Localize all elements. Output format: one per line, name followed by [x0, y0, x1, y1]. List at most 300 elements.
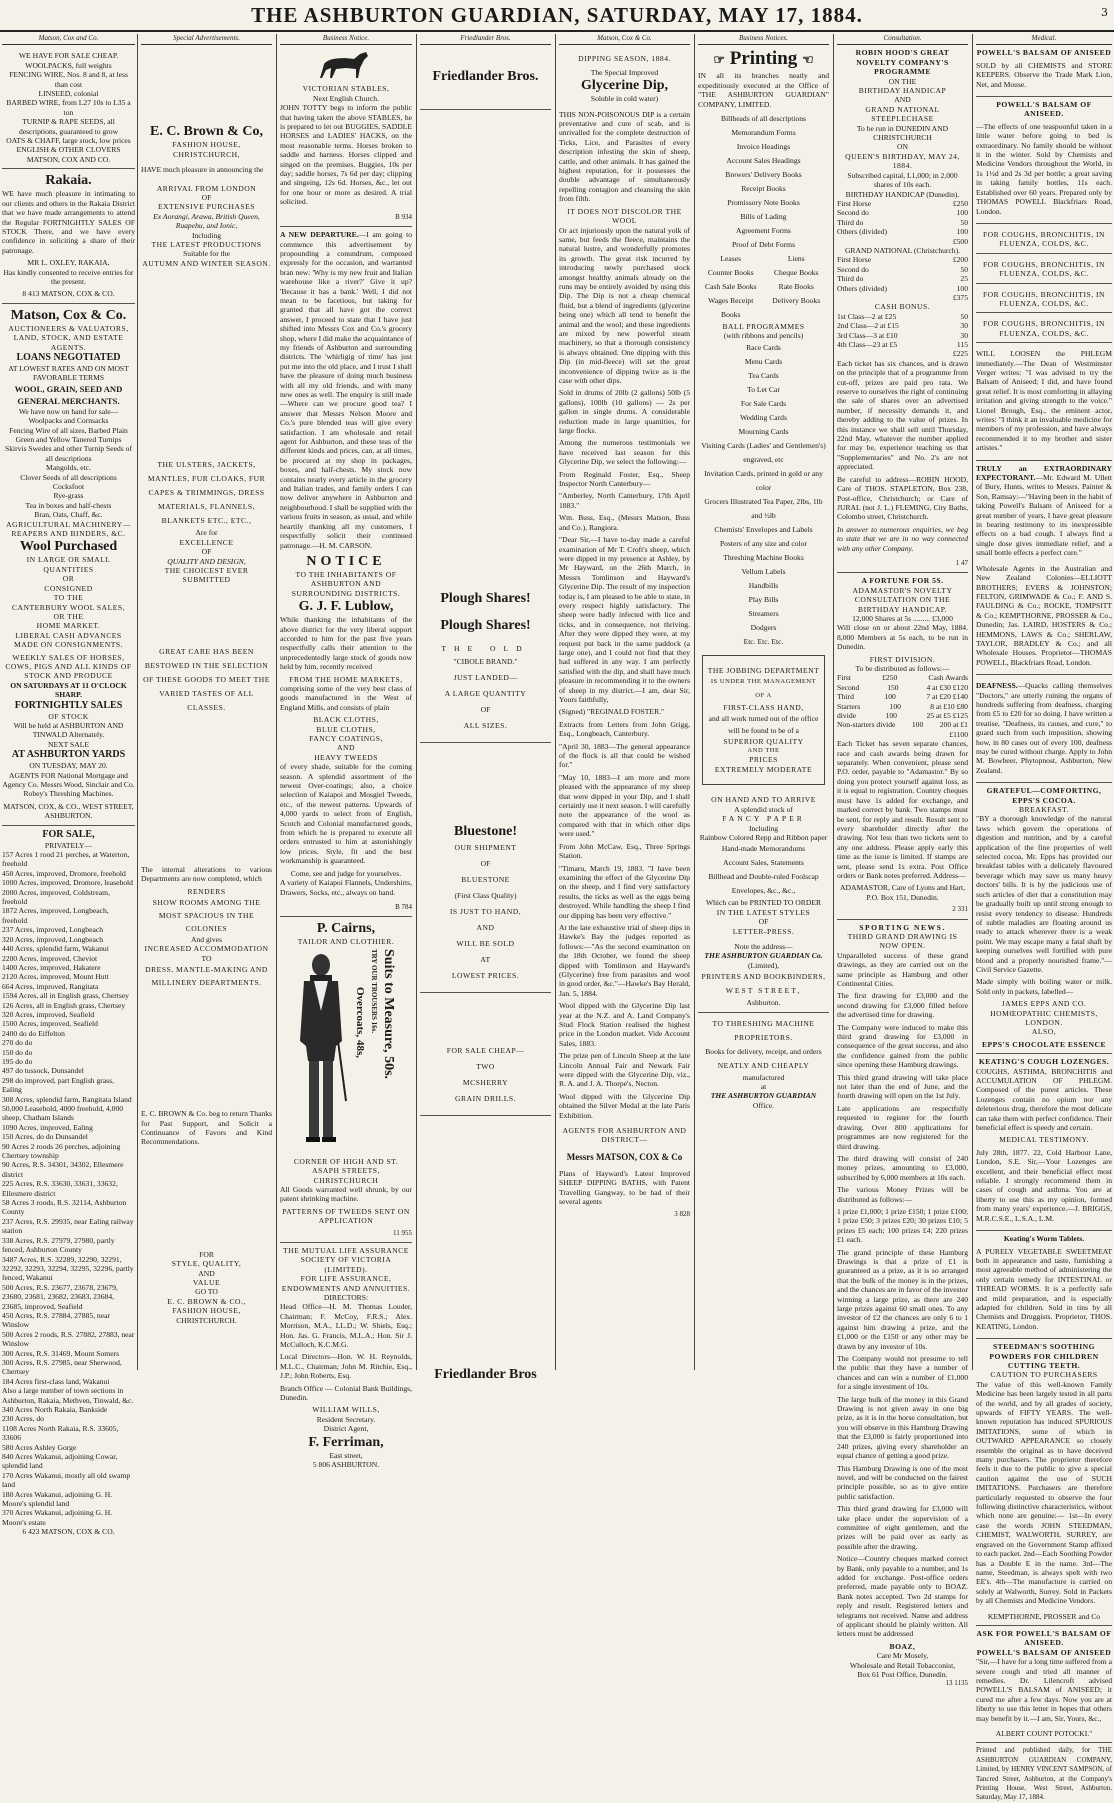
- land-item: 340 Acres North Rakaia, Bankside: [2, 1405, 108, 1414]
- ad-subtitle: ADAMASTOR'S NOVELTY CONSULTATION ON THE BIRTHDAY HANDICAP.: [852, 585, 953, 614]
- ad-line: OF: [480, 704, 491, 714]
- ad-line: THE CHOICEST EVER SUBMITTED: [164, 565, 249, 585]
- printing-item: Account Sales Headings: [726, 156, 801, 166]
- jobbing-box: [702, 655, 825, 785]
- printing-item: Menu Cards: [744, 356, 783, 366]
- prize-cell: divide: [837, 711, 856, 721]
- ad-line: (First Class Quality): [454, 890, 517, 900]
- ad-line: AND: [198, 1268, 215, 1278]
- stock-item: Clover Seeds of all descriptions: [20, 472, 117, 482]
- ad-line: TO THE: [53, 593, 84, 603]
- stock-item: Rye-grass: [53, 491, 84, 501]
- prize-table: [837, 255, 968, 293]
- prize-cell: First Horse: [837, 198, 871, 208]
- ad-line: IS UNDER THE MANAGEMENT OF A: [710, 678, 817, 700]
- printing-item: Visiting Cards (Ladies' and Gentlemen's): [701, 440, 826, 450]
- printing-item: Leases: [720, 254, 742, 264]
- ad-line: District Agent,: [323, 1424, 369, 1434]
- prize-cell: 150: [887, 682, 899, 692]
- land-item: 150 Acres, do do Dunsandel: [2, 1132, 88, 1142]
- ad-subtitle: TO THE INHABITANTS OF ASHBURTON AND SURROUNDING DISTRICTS.: [291, 569, 401, 598]
- prize-cell: 100: [956, 208, 968, 218]
- prize-cell: 1st Class—2 at £25: [837, 311, 897, 321]
- ad-signature: KEMPTHORNE, PROSSER and Co: [976, 1609, 1112, 1626]
- ad-line: Including: [748, 823, 779, 833]
- ad-text: The prize pen of Lincoln Sheep at the late Lincoln Annual Fair and Newark Fair were dipped with the Glycerine Dip, viz., R. A. and J. A. Thorpe's, Necton.: [559, 1051, 690, 1089]
- ad-line: ARRIVAL FROM LONDON: [156, 183, 257, 193]
- ad-text: HAVE much pleasure in announcing the: [141, 165, 264, 175]
- printing-item: Streamers: [748, 608, 779, 618]
- prize-cell: Third: [837, 692, 854, 702]
- ad-text: comprising some of the very best class of goods manufactured in the West of England Mills, and consists of plain: [280, 683, 412, 712]
- ad-heading: FOR SALE,: [42, 828, 95, 840]
- ad-title: ASK FOR POWELL'S BALSAM OF ANISEED.: [976, 1628, 1112, 1648]
- prize-cell: 4 at £30 £120: [926, 682, 968, 692]
- firm-name: Messrs MATSON, COX & Co: [566, 1151, 683, 1162]
- newspaper-title: THE ASHBURTON GUARDIAN, SATURDAY, MAY 17, 1884.: [251, 3, 863, 27]
- prize-cell: £250: [952, 198, 968, 208]
- land-item: 450 Acres, R.S. 27884, 27885, near Winslow: [2, 1310, 110, 1330]
- land-item: 58 Acres 3 roods, R.S. 32114, Ashburton County: [2, 1198, 127, 1217]
- prize-cell: 100: [956, 283, 968, 293]
- ad-line: FOR SALE CHEAP—: [446, 1045, 525, 1055]
- column-divider: [694, 34, 695, 1370]
- ad-signature: 6 423 MATSON, COX & CO.: [22, 1527, 115, 1537]
- prize-row: [837, 312, 968, 321]
- ad-text: In answer to numerous enquiries, we beg to state that we are in no way connected with any other Company.: [837, 524, 968, 553]
- ad-line: OUR SHIPMENT: [454, 842, 517, 852]
- ad-text: While thanking the inhabitants of the above district for the very liberal support accorded to him for the past five years respectfully calls their attention to the unprecedentedly large stock of goods now held by him, recently received: [280, 615, 412, 672]
- land-item: 664 Acres, improved, Rangitata: [2, 981, 99, 991]
- ad-line: ON HAND AND TO ARRIVE: [711, 795, 816, 805]
- ad-line: IN LARGE OR SMALL QUANTITIES: [26, 555, 111, 574]
- ad-line: FOR: [199, 1249, 214, 1259]
- column-heading: Consultation.: [837, 34, 968, 45]
- ad-text: WILL LOOSEN the PHLEGM immediately.—The Dean of Westminster Verger writes: "I was advised to try the Balsam of Aniseed; I did, and have found great relief. It is most comforting in allaying irritation and giving strength to the voice." Lionel Brough, Esq., the eminent actor, writes: "I think it an invaluable medicine for members of my profession, and have always recommended it to my brother and sister artistes.": [976, 349, 1112, 453]
- prize-cell: First Horse: [837, 255, 871, 265]
- ad-heading: WOOL, GRAIN, SEED AND GENERAL MERCHANTS.: [14, 383, 123, 406]
- ad-subtitle: CHRISTCHURCH,: [172, 149, 241, 159]
- ad-text: Head Office—H. M. Thomas Louder, Chairman; F. McCoy, F.R.S.; Alex. Morrison, M.A., LL.D.; W. Shiels, Esq.; Hon. Jas. G. Francis, M.L.A.; Hon. Sir J. McCulloch, K.C.M.G.: [280, 1302, 412, 1350]
- firm-name: E. C. Brown & Co,: [150, 124, 263, 140]
- ad-text: Or act injuriously upon the natural yolk of same, but feeds the fleece, maintains the natural lustre, and wonderfully promotes its growth. The great risk incurred by introducing newly purchased stock amongst healthy animals already on the runs may be entirely avoided by using this Dip. The Dip is not a cheap chemical fluid, but a blend of ingredients (glycerine being one) which all tend to benefit the animal and the wool; and these ingredients are mixed by new powerful steam machinery, so that a thorough consistency is always obtained. One dipping with this Dip (in mid-fleece) will set the great inconvenience of dipping twice as is the case with other dips.: [559, 225, 690, 385]
- column-divider: [833, 34, 834, 1370]
- ad-text: July 28th, 1877. 22, Cold Harbour Lane, London, S.E. Sir,—Your Lozenges are excellent, and their beneficial effect most reliable. I strongly recommend them in cases of cough and asthma. You are at liberty to use this as my opinion, formed from many years' experience.—J. BRIGGS, M.R.C.S.E., L.S.A., L.M.: [976, 1147, 1112, 1223]
- prize-row: [837, 255, 968, 264]
- ad-line: AND: [894, 95, 911, 105]
- printing-item: Proof of Debt Forms: [731, 240, 796, 250]
- land-item: 1000 Acres, improved, Dromore, leasehold: [2, 878, 133, 888]
- printing-item: Handbills: [748, 580, 779, 590]
- land-item: 308 Acres, splendid farm, Rangitata Island: [2, 1094, 132, 1104]
- ad-subtitle: AT LOWEST RATES AND ON MOST FAVORABLE TERMS: [8, 363, 129, 383]
- ad-line: Subscribed capital, L1,000; in 2,000 shares of 10s each.: [847, 170, 958, 190]
- ad-line: OF: [201, 193, 212, 203]
- prize-cell: 100: [956, 227, 968, 237]
- printing-item: Counter Books: [707, 268, 754, 278]
- ad-line: TO: [201, 953, 212, 963]
- ad-line: DIRECTORS:: [323, 1293, 369, 1302]
- ad-subtitle: FOR LIFE ASSURANCE, ENDOWMENTS AND ANNUITIES.: [281, 1274, 411, 1293]
- ad-line: QUALITY AND DESIGN,: [167, 556, 246, 566]
- land-item: 225 Acres, R.S. 33630, 33631, 33632, Ellesmere district: [2, 1179, 118, 1198]
- ad-subtitle: FASHION HOUSE,: [172, 140, 241, 150]
- ad-title: THE MUTUAL LIFE ASSURANCE SOCIETY OF VICTORIA (LIMITED).: [283, 1245, 409, 1274]
- ad-line: Suitable for the: [183, 249, 230, 259]
- ad-title: Plough Shares!: [440, 591, 531, 607]
- ad-text: Wholesale Agents in the Australian and New Zealand Colonies—ELLIOTT BROTHERS; EVERS & JOHNSTON; FELTON, GRIMWADE & Co.; F. AND S. FAULDING & Co.; ROCKE, TOMPSITT & Co.; KEMPTHORNE, PROSSER & Co., Dunedin; Jas. LAIRD, HOSTERS & Co.; HEMMONS, LAWS & Co.; SHERLAW, TAYLOR, BRADLEY & Co.; and all Wholesale Houses. Proprietor—THOMAS POWELL, Blackfriars Road, London.: [976, 563, 1112, 667]
- printing-item: Tea Cards: [748, 370, 779, 380]
- prize-cell: Others (divided): [837, 227, 887, 237]
- prize-total: £500: [952, 236, 968, 246]
- ad-title: POWELL'S BALSAM OF ANISEED.: [996, 100, 1092, 119]
- advertisement: [2, 48, 135, 169]
- ad-line: AUTUMN AND WINTER SEASON.: [142, 258, 271, 268]
- column-1: [2, 34, 135, 1537]
- land-item: 1400 Acres, improved, Hakatere: [2, 962, 101, 972]
- ad-title: STEEDMAN'S SOOTHING POWDERS FOR CHILDREN CUTTING TEETH.: [989, 1342, 1099, 1370]
- printing-item: Posters of any size and color: [719, 538, 808, 548]
- prize-cell: 30: [960, 330, 968, 340]
- stock-item: Tea in boxes and half-chests: [25, 500, 112, 510]
- ad-text: The Company would not presume to tell the public that they have a number of chances and can win a number of £1,000 for a single investment of 10s.: [837, 1354, 968, 1392]
- ad-code: 11 955: [280, 1226, 412, 1243]
- ad-line: And gives: [190, 934, 222, 944]
- page-number: 3: [1101, 6, 1108, 19]
- ad-line: THE OLD: [441, 644, 530, 654]
- ad-line: To be distributed as follows:—: [855, 664, 950, 673]
- printing-item: Hand-made Memorandums: [721, 844, 806, 854]
- ad-text: —Quacks calling themselves "Doctors," are utterly ruining the organs of hundreds suffering from deafness, charging from £5 to £20 for so doing. I have written a treatise, "Deafness, its causes, and cure," to guard such from such imposition, showing how, in 80 cases out of every 100, deafness may be cured without charge. Apply to John M. Bowbeer, Phytopnost, Ashburton, New Zealand.: [976, 681, 1112, 775]
- ad-line: OATS & CHAFF, large stock, low prices: [6, 136, 131, 146]
- ad-text: Late applications are respectfully requested to register for the fourth drawing. Over 800 applications for programmes are now registered for the third drawing.: [837, 1103, 968, 1151]
- cloth-item: FANCY COATINGS,: [309, 734, 383, 743]
- ad-text: This third grand drawing will take place not later than the end of June, and the fourth drawing will open on the 1st July.: [837, 1072, 968, 1101]
- land-item: 237 Acres, improved, Longbeach: [2, 925, 104, 935]
- land-item: 2000 Acres, improved, Coldstream, freehold: [2, 887, 110, 907]
- ad-line: IT DOES NOT DISCOLOR THE WOOL: [567, 206, 682, 226]
- wool-terms: [2, 555, 135, 649]
- ad-title: A FORTUNE FOR 5S.: [861, 576, 944, 586]
- ad-title: Glycerine Dip,: [580, 78, 669, 94]
- ad-text: Local Directors—Hon. W. H. Reynolds, M.L.C., Chairman; John M. Ritchie, Esq., J.P.; John Roberts, Esq.: [280, 1352, 412, 1381]
- prize-row: [837, 208, 968, 217]
- stock-list: [2, 407, 135, 520]
- ad-line: Note the address—: [734, 941, 793, 951]
- ad-line: Ex Aorangi, Arawa, British Queen, Ruapehu, and Ionic,: [153, 211, 260, 231]
- printing-item: Wedding Cards: [740, 412, 787, 422]
- ad-line: PRICES: [749, 755, 778, 765]
- ad-line: JUST LANDED—: [453, 672, 518, 682]
- land-item: 1872 Acres, improved, Longbeach, freehold: [2, 906, 109, 925]
- ad-title: TRULY an EXTRAORDINARY EXPECTORANT.: [976, 463, 1112, 483]
- ad-title: DEAFNESS.: [976, 681, 1018, 691]
- ad-text: Extracts from Letters from John Grigg, Esq., Longbeach, Canterbury.: [559, 719, 690, 739]
- land-item: 237 Acres, R.S. 29935, near Ealing railway station: [2, 1216, 134, 1236]
- prize-cell: £250: [882, 673, 898, 683]
- stock-item: Mangolds, etc.: [46, 463, 91, 473]
- prize-cell: 25: [960, 274, 968, 284]
- ad-line: LETTER-PRESS.: [732, 926, 795, 936]
- ad-line: Come, see and judge for yourselves.: [290, 868, 402, 878]
- land-item: 497 do tussock, Dunsandel: [2, 1066, 84, 1076]
- ad-line: CORNER OF HIGH AND ST. ASAPH STREETS,: [293, 1156, 399, 1176]
- ad-line: SHOW ROOMS AMONG THE MOST SPACIOUS IN THE COLONIES: [152, 897, 261, 933]
- ad-text: Plans of Hayward's Latest Improved SHEEP DIPPING BATHS, with Patent Travelling Gangway, to be had of their several agents: [559, 1168, 690, 1207]
- ad-line: IS JUST TO HAND,: [449, 906, 522, 916]
- ad-line: FROM THE HOME MARKETS,: [289, 674, 403, 684]
- ad-text: 1 prize £1,000; 1 prize £150; 1 prize £100; 1 prize £50; 3 prizes £20; 30 prizes £10; 5 prizes £5 each; 100 prizes £4; 220 prizes £1 each.: [837, 1206, 968, 1245]
- printing-item: Cheque Books: [773, 268, 819, 278]
- column-divider: [137, 34, 138, 1370]
- column-divider: [276, 34, 277, 1370]
- ad-line: EXTENSIVE PURCHASES: [157, 202, 256, 212]
- ad-signature: Wholesale and Retail Tobacconist,: [849, 1660, 956, 1670]
- ad-code: B 934: [280, 210, 412, 227]
- ad-line: DIPPING SEASON, 1884.: [578, 54, 671, 64]
- ad-text: The various Money Prizes will be distributed as follows:—: [837, 1185, 968, 1204]
- printing-pair: [698, 252, 829, 266]
- prize-cell: 3rd Class—3 at £10: [837, 330, 898, 340]
- prize-cell: Non-starters divide: [837, 720, 896, 730]
- gentleman-figure: [292, 951, 350, 1151]
- ad-text: E. C. BROWN & Co. beg to return Thanks for Past Support, and Solicit a Continuance of Favors and Kind Recommendations.: [141, 1109, 272, 1147]
- cloth-list: [280, 715, 412, 762]
- land-item: 230 Acres, do: [2, 1414, 44, 1424]
- ad-text: JOHN TOTTY begs to inform the public that having taken the above STABLES, he is prepared to let out BUGGIES, SADDLE HORSES and LADIES' HACKS, on the most reasonable terms. Horses broken to saddle and harness. Horses clipped and singed on the premises. Buggies, 10s per day; saddle horses, 7s 6d per day; clipping and singeing, 12s 6d. Horses, &c., let out for one hour or more as desired. A trial solicited.: [280, 103, 412, 207]
- ad-line: ALSO,: [1031, 1027, 1057, 1037]
- ad-code: 1 47: [837, 556, 968, 573]
- printing-item: Race Cards: [746, 342, 781, 352]
- paper-list: [698, 842, 829, 898]
- ad-code: B 784: [280, 900, 412, 917]
- ad-code: 13 1135: [945, 1679, 968, 1688]
- agents: AGENTS FOR National Mortgage and Agency Co. Messrs Wood, Sinclair and Co. Robey's Threshing Machines.: [2, 770, 135, 799]
- column-4: [420, 34, 551, 1382]
- coughs-list: [976, 227, 1112, 343]
- prize-cell: 100: [884, 692, 896, 702]
- ad-text: All Goods warranted well shrunk, by our patent shrinking machine.: [280, 1184, 412, 1204]
- ad-line: CASH BONUS.: [874, 302, 931, 312]
- ad-line: and all work turned out of the office will be found to be of a: [708, 713, 819, 735]
- ad-text: "May 10, 1883—I am more and more pleased with the appearance of my sheep that were dipped in your Dip, and I shall certainly use it next season. I will carefully note the appearance of the wool as compared with that in which other dips were used.": [559, 772, 690, 839]
- land-item: 298 do improved, part English grass, Ealing: [2, 1075, 114, 1095]
- printing-item: Rate Books: [778, 282, 814, 292]
- land-item: 580 Acres Ashley Gorge: [2, 1442, 77, 1452]
- stock-item: Skirvis Swedes and other Turnip Seeds of all descriptions: [5, 444, 132, 463]
- ad-subtitle: CAUTION TO PURCHASERS: [990, 1370, 1098, 1380]
- ad-line: STYLE, QUALITY,: [171, 1259, 242, 1269]
- ad-line: GRAND NATIONAL STEEPLECHASE: [865, 104, 940, 124]
- land-item: 300 Acres, R.S. 27985, near Sherwood, Chertsey: [2, 1357, 122, 1377]
- printing-item: Play Bills: [748, 594, 779, 604]
- stock-item: Green and Yellow Tanered Turnips: [15, 435, 122, 444]
- ad-line: PATTERNS OF TWEEDS SENT ON APPLICATION: [282, 1206, 410, 1226]
- printing-item: Billheads of all descriptions: [721, 114, 806, 124]
- prize-cell: 115: [956, 340, 968, 349]
- suits-price: Suits to Measure, 50s.: [381, 948, 396, 1079]
- ad-line: (Limited),: [748, 960, 779, 970]
- ad-line: BARBED WIRE, from L27 10s to L35 a ton: [6, 98, 131, 117]
- printing-item: Threshing Machine Books: [723, 552, 804, 562]
- land-item: 2120 Acres, improved, Mount Hutt: [2, 972, 109, 982]
- masthead: [0, 0, 1114, 30]
- column-7: [837, 34, 968, 1688]
- ad-text: The internal alterations to various Departments are now completed, which: [141, 864, 272, 884]
- ad-text: A variety of Kaiapoi Flannels, Undershirts, Drawers, Socks, etc., always on hand.: [280, 878, 412, 897]
- land-item: 184 Acres first-class land, Wakanui: [2, 1376, 110, 1386]
- ad-subtitle: Next English Church.: [312, 93, 379, 103]
- land-item: 195 do do: [2, 1056, 33, 1066]
- land-item: 338 Acres, R.S. 27979, 27980, partly fenced, Ashburton County: [2, 1235, 115, 1255]
- ad-text: "BY a thorough knowledge of the natural laws which govern the operations of digestion and nutrition, and by a careful application of the fine properties of well selected cocoa, Mr. Epps has provided our breakfast tables with a delicately flavoured beverage which may save us many heavy doctors' bills. It is by the judicious use of such articles of diet that a constitution may be gradually built up until strong enough to resist every tendency to disease. Hundreds of subtle maladies are floating around us ready to attack wherever there is a weak point. We may escape many a fatal shaft by keeping ourselves well fortified with pure blood and a properly nourished frame."—Civil Service Gazette.: [976, 814, 1112, 974]
- ad-line: DRESS, MANTLE-MAKING AND MILLINERY DEPARTMENTS.: [145, 965, 268, 988]
- ad-line: AND THE: [747, 747, 780, 755]
- ad-text: This third grand drawing for £3,000 will take place under the supervision of a committee of eight gentlemen, and the prizes will be paid over as early as possible after the drawing.: [837, 1504, 968, 1551]
- ad-line: GRAND NATIONAL (Christchurch).: [844, 245, 961, 255]
- prize-row: [837, 711, 968, 720]
- ad-line: AGENTS FOR ASHBURTON AND DISTRICT—: [562, 1126, 687, 1145]
- ad-line: East street,: [329, 1450, 363, 1460]
- ad-line: BLUESTONE: [461, 874, 510, 884]
- ad-line: MATSON, COX AND CO.: [26, 154, 111, 164]
- land-item: 370 Acres Wakanui, adjoining G. H. Moore's estate: [2, 1508, 113, 1527]
- land-item: 1108 Acres North Rakaia, R.S. 33605, 33606: [2, 1423, 119, 1443]
- ad-line: INCREASED ACCOMMODATION: [144, 944, 269, 954]
- ad-heading: LOANS NEGOTIATED: [16, 351, 121, 363]
- ad-subtitle: OF STOCK: [48, 711, 89, 721]
- land-item: 50,000 Leasehold, 4000 freehold, 4,000 sheep, Chatham Islands: [2, 1104, 124, 1123]
- column-heading: Business Notice.: [280, 34, 412, 45]
- printing-item: Chemists' Envelopes and Labels: [714, 524, 813, 534]
- column-divider: [555, 34, 556, 1370]
- ad-text: Wm. Buss, Esq., (Messrs Matson, Buss and Co.), Rangiora.: [559, 513, 690, 532]
- firm-name: Friedlander Bros.: [420, 48, 551, 110]
- ad-line: VALUE: [192, 1278, 221, 1287]
- prize-row: [837, 692, 968, 701]
- ad-title: POWELL'S BALSAM OF ANISEED: [976, 1647, 1112, 1657]
- printing-item: Account Sales, Statements: [723, 858, 804, 868]
- prize-cell: 50: [960, 264, 968, 274]
- stock-item: Woolpacks and Cornsacks: [28, 416, 109, 426]
- ad-subtitle: BREAKFAST.: [1018, 805, 1070, 815]
- prize-cell: 50: [960, 217, 968, 227]
- printing-item: Agreement Forms: [735, 226, 792, 236]
- printing-item: Invoice Headings: [736, 142, 791, 152]
- cloth-item: BLACK CLOTHS,: [313, 715, 379, 725]
- prize-row: [837, 683, 968, 692]
- prize-cell: 100: [885, 711, 897, 721]
- firm-name: G. J. F. Lublow,: [298, 599, 394, 615]
- prize-row: [837, 274, 968, 283]
- ad-text: "Sir,—I have for a long time suffered from a severe cough and tried all manner of remedies. Dr. Lilencroft advised POWELL'S BALSAM of ANISEED; it cured me after a few days. Now you are at liberty to use this letter in hopes that others may benefit by it.—I am, Sir, Yours, &c.,: [976, 1657, 1112, 1723]
- ad-title: Keating's Worm Tablets.: [1003, 1234, 1085, 1244]
- ad-line: LOWEST PRICES.: [420, 968, 551, 993]
- ad-line: IN THE LATEST STYLES: [716, 907, 811, 917]
- ad-line: GO TO: [195, 1287, 218, 1297]
- overcoats-price: Overcoats, 48s,: [354, 986, 366, 1058]
- stock-item: Fencing Wire of all sizes, Barbed Plain: [9, 425, 128, 435]
- column-heading: Business Notices.: [698, 34, 829, 45]
- ad-text: Notice—Country cheques marked correct by Bank, only payable to a number, and 1s added for exchange. Post-office orders preferred, made payable only to BOAZ. Bank notes accepted. Two 2d stamps for reply and result. Registered letters and telegrams not received. Name and address of applicant should be plainly written. All letters must be addressed: [837, 1554, 968, 1639]
- ad-text: The value of this well-known Family Medicine has been largely tested in all parts of the world, and by all grades of society, upwards of FIFTY YEARS. The well-known reputation has induced SPURIOUS IMITATIONS, some of which in OUTWARD APPEARANCE so closely resemble the original as to have deceived many purchasers. The proprietor therefore feels it due to the public to give a special caution against the use of SUCH IMITATIONS. Purchasers are therefore particularly requested to observe the four following distinctive characteristics, without which none are genuine:— 1st—In every case the words JOHN STEEDMAN, CHEMIST, WALWORTH, SURREY, are engraved on the Government Stamp affixed to each packet. 2nd—Each Soothing Powder has a Double E in the name. 3rd—The name, Steedman, is always spelt with two EE's. 4th—The manufacture is carried on solely at Walworth, Surrey. Sold in Packets by all Chemists and Medicine Vendors.: [976, 1379, 1112, 1606]
- top-rule: [0, 30, 1114, 32]
- printing-item: Invitation Cards, printed in gold or any color: [704, 468, 823, 492]
- ad-line: BIRTHDAY HANDICAP: [858, 86, 947, 96]
- ad-line: "CIBOLE BRAND.": [453, 656, 518, 666]
- ad-heading: FORTNIGHTLY SALES: [14, 699, 123, 711]
- prize-cell: 2nd Class—2 at £15: [837, 321, 899, 331]
- ad-text: COUGHS, ASTHMA, BRONCHITIS and ACCUMULATION OF PHLEGM. Composed of the purest articles. These Lozenges contain no opium nor any deleterious drug, therefore the most delicate can take them with perfect confidence. Their beneficial effect is speedy and certain.: [976, 1066, 1112, 1133]
- prize-row: [837, 340, 968, 349]
- prize-cell: 4th Class—23 at £5: [837, 340, 898, 349]
- ad-text: From John McCaw, Esq., Three Springs Station.: [559, 841, 690, 861]
- imprint: Printed and published daily, for THE ASHBURTON GUARDIAN COMPANY, Limited, by HENRY VINCENT SAMPSON, of Tancred Street, Ashburton, at the Company's Printing House, West Street, Ashburton. Saturday, May 17, 1884.: [976, 1746, 1112, 1802]
- column-2: [141, 34, 272, 1370]
- ad-line: BIRTHDAY HANDICAP (Dunedin).: [845, 189, 960, 199]
- ad-line: FIRST DIVISION.: [869, 654, 936, 664]
- ad-signature: Resident Secretary.: [316, 1414, 376, 1424]
- ad-title: A NEW DEPARTURE.: [280, 230, 359, 240]
- ad-text: Sold in drums of 20lb (2 gallons) 50lb (5 gallons), 100lb (10 gallons) — 2s per gallon in single drums. A considerable reduction made in large quantities, for large flocks.: [559, 388, 690, 436]
- column-heading: Matson, Cox and Co.: [2, 34, 135, 45]
- prize-table: [837, 312, 968, 350]
- ad-subtitle: AUCTIONEERS & VALUATORS, LAND, STOCK, AND ESTATE AGENTS.: [8, 323, 129, 352]
- land-item: 840 Acres Wakanui, adjoining Cowar, splendid land: [2, 1452, 118, 1471]
- printing-item: Etc. Etc. Etc.: [743, 636, 784, 646]
- ad-text: At the late exhaustive trial of sheep dips in Hawke's Bay the judges reported as follows:—"As the second examination on the 18th October, we found the sheep dipped with Tomlinson and Hayward's (Glycerine) free from parasites and wool in good order, &c."—Hawke's Bay Herald, Jan. 5, 1884.: [559, 922, 690, 998]
- ad-line: Rainbow Colored Repp and Ribbon paper: [699, 832, 828, 842]
- printing-items: [698, 341, 829, 649]
- prize-cell: Others (divided): [837, 283, 887, 293]
- ad-line: FANCY PAPER: [722, 814, 805, 824]
- ad-subtitle: Soluble in cold water): [590, 94, 659, 104]
- cloth-item: AND: [337, 743, 355, 753]
- horse-illustration: [316, 48, 376, 82]
- printing-item: Cash Sale Books: [705, 282, 757, 292]
- printing-item: Delivery Books: [772, 296, 821, 306]
- ad-text: From Reginald Foster, Esq., Sheep Inspector North Canterbury—: [559, 469, 690, 489]
- ad-title: EPPS'S CHOCOLATE ESSENCE: [976, 1037, 1112, 1054]
- prize-row: [837, 321, 968, 330]
- ad-line: To be run in DUNEDIN AND CHRISTCHURCH: [856, 123, 949, 143]
- ad-text: A PURELY VEGETABLE SWEETMEAT both in appearance and taste, furnishing a most agreeable method of administering the only certain remedy for INTESTINAL or THREAD WORMS. It is a perfectly safe and mild preparation, and is especially adapted for children. Sold in tins by all Chemists and Druggists. Proprietor, THOS. KEATING, London.: [976, 1246, 1112, 1331]
- prize-total: £225: [952, 349, 968, 359]
- prize-cell: 25 at £5 £125: [926, 711, 968, 721]
- ad-title: GRATEFUL—COMFORTING,: [986, 786, 1102, 796]
- ad-line: CANTERBURY WOOL SALES,: [11, 602, 126, 612]
- ad-title: Matson, Cox & Co.: [10, 307, 127, 323]
- ad-text: WE have much pleasure in intimating to our clients and others in the Rakaia District that we have made arrangements to attend the Regular FORTNIGHTLY SALES OF STOCK There, and we have every confidence in soliciting a share of their patronage.: [2, 189, 135, 255]
- ad-text: Be careful to address—ROBIN HOOD, Care of THOS. STAPLETON, Box 238, Post-office, Christchurch; or Care of JURAL (not J. L.) FLEMING, City Baths, Colombo street, Christchurch.: [837, 474, 968, 522]
- prize-cell: 7 at £20 £140: [926, 692, 968, 702]
- land-item: 1090 Acres, improved, Ealing: [2, 1122, 93, 1132]
- ad-line: CONSIGNED: [44, 583, 93, 593]
- land-item: Also a large number of town sections in Ashburton, Rakaia, Methven, Tinwald, &c.: [2, 1386, 134, 1405]
- ad-text: SOLD by all CHEMISTS and STORE KEEPERS. Observe the Trade Mark Lion, Net, and Mouse.: [976, 60, 1112, 89]
- prize-total: £1100: [949, 729, 968, 739]
- ad-title: POWELL'S BALSAM OF ANISEED: [976, 48, 1112, 58]
- printing-pairs: [698, 252, 829, 322]
- ad-text: of every shade, suitable for the coming season. A splendid assortment of the newest Over-coatings; also, a choice selection of Kaiapoi and Mosgiel Tweeds, etc., of the newest patterns. Upwards of 4,000 yards to select from of English, Scotch and Colonial manufactured goods, from which he is prepared to execute all orders entrusted to him at astonishingly low prices. Style, fit and the best workmanship is guaranteed.: [280, 762, 412, 866]
- ad-line: WE HAVE FOR SALE CHEAP.: [18, 51, 119, 61]
- ad-line: THE ASHBURTON GUARDIAN: [710, 1091, 817, 1101]
- ad-text: "Dear Sir,—I have to-day made a careful examination of Mr T. Croft's sheep, which were dipped in my presence at Ashley, by Mr Hayward, on the 26th March, in Messrs Tomlinson and Hayward's Glycerine Dip. The result of my inspection today is, I am pleased to be able to state, in every respect highly satisfactory. The sheep were badly infected with lice and ticks, and in consequence, not thriving. After they were dipped they were, at my request put back in the same paddock (a large one), and I could not find that they had suffered in any way. I am perfectly satisfied with the dip, and shall have much pleasure in recommending it to the owners of sheep in my district.—I am, dear Sir, Yours faithfully,: [559, 535, 690, 704]
- column-divider: [416, 34, 417, 1370]
- printing-item: Memorandum Forms: [731, 128, 796, 138]
- ad-text: —Mr. Edward M. Ullett of Bury, Hunts, writes to Messrs. Painter & Son, Ramsay:—"Having been in the habit of taking Powell's Balsam of Aniseed for a great number of years, I have great pleasure in bearing testimony to its inexpressible effects on a bad cough. I always find a single dose gives immediate relief, and a small bottle effects a perfect cure.": [976, 473, 1112, 558]
- land-item: 1500 Acres, improved, Seafield: [2, 1019, 98, 1029]
